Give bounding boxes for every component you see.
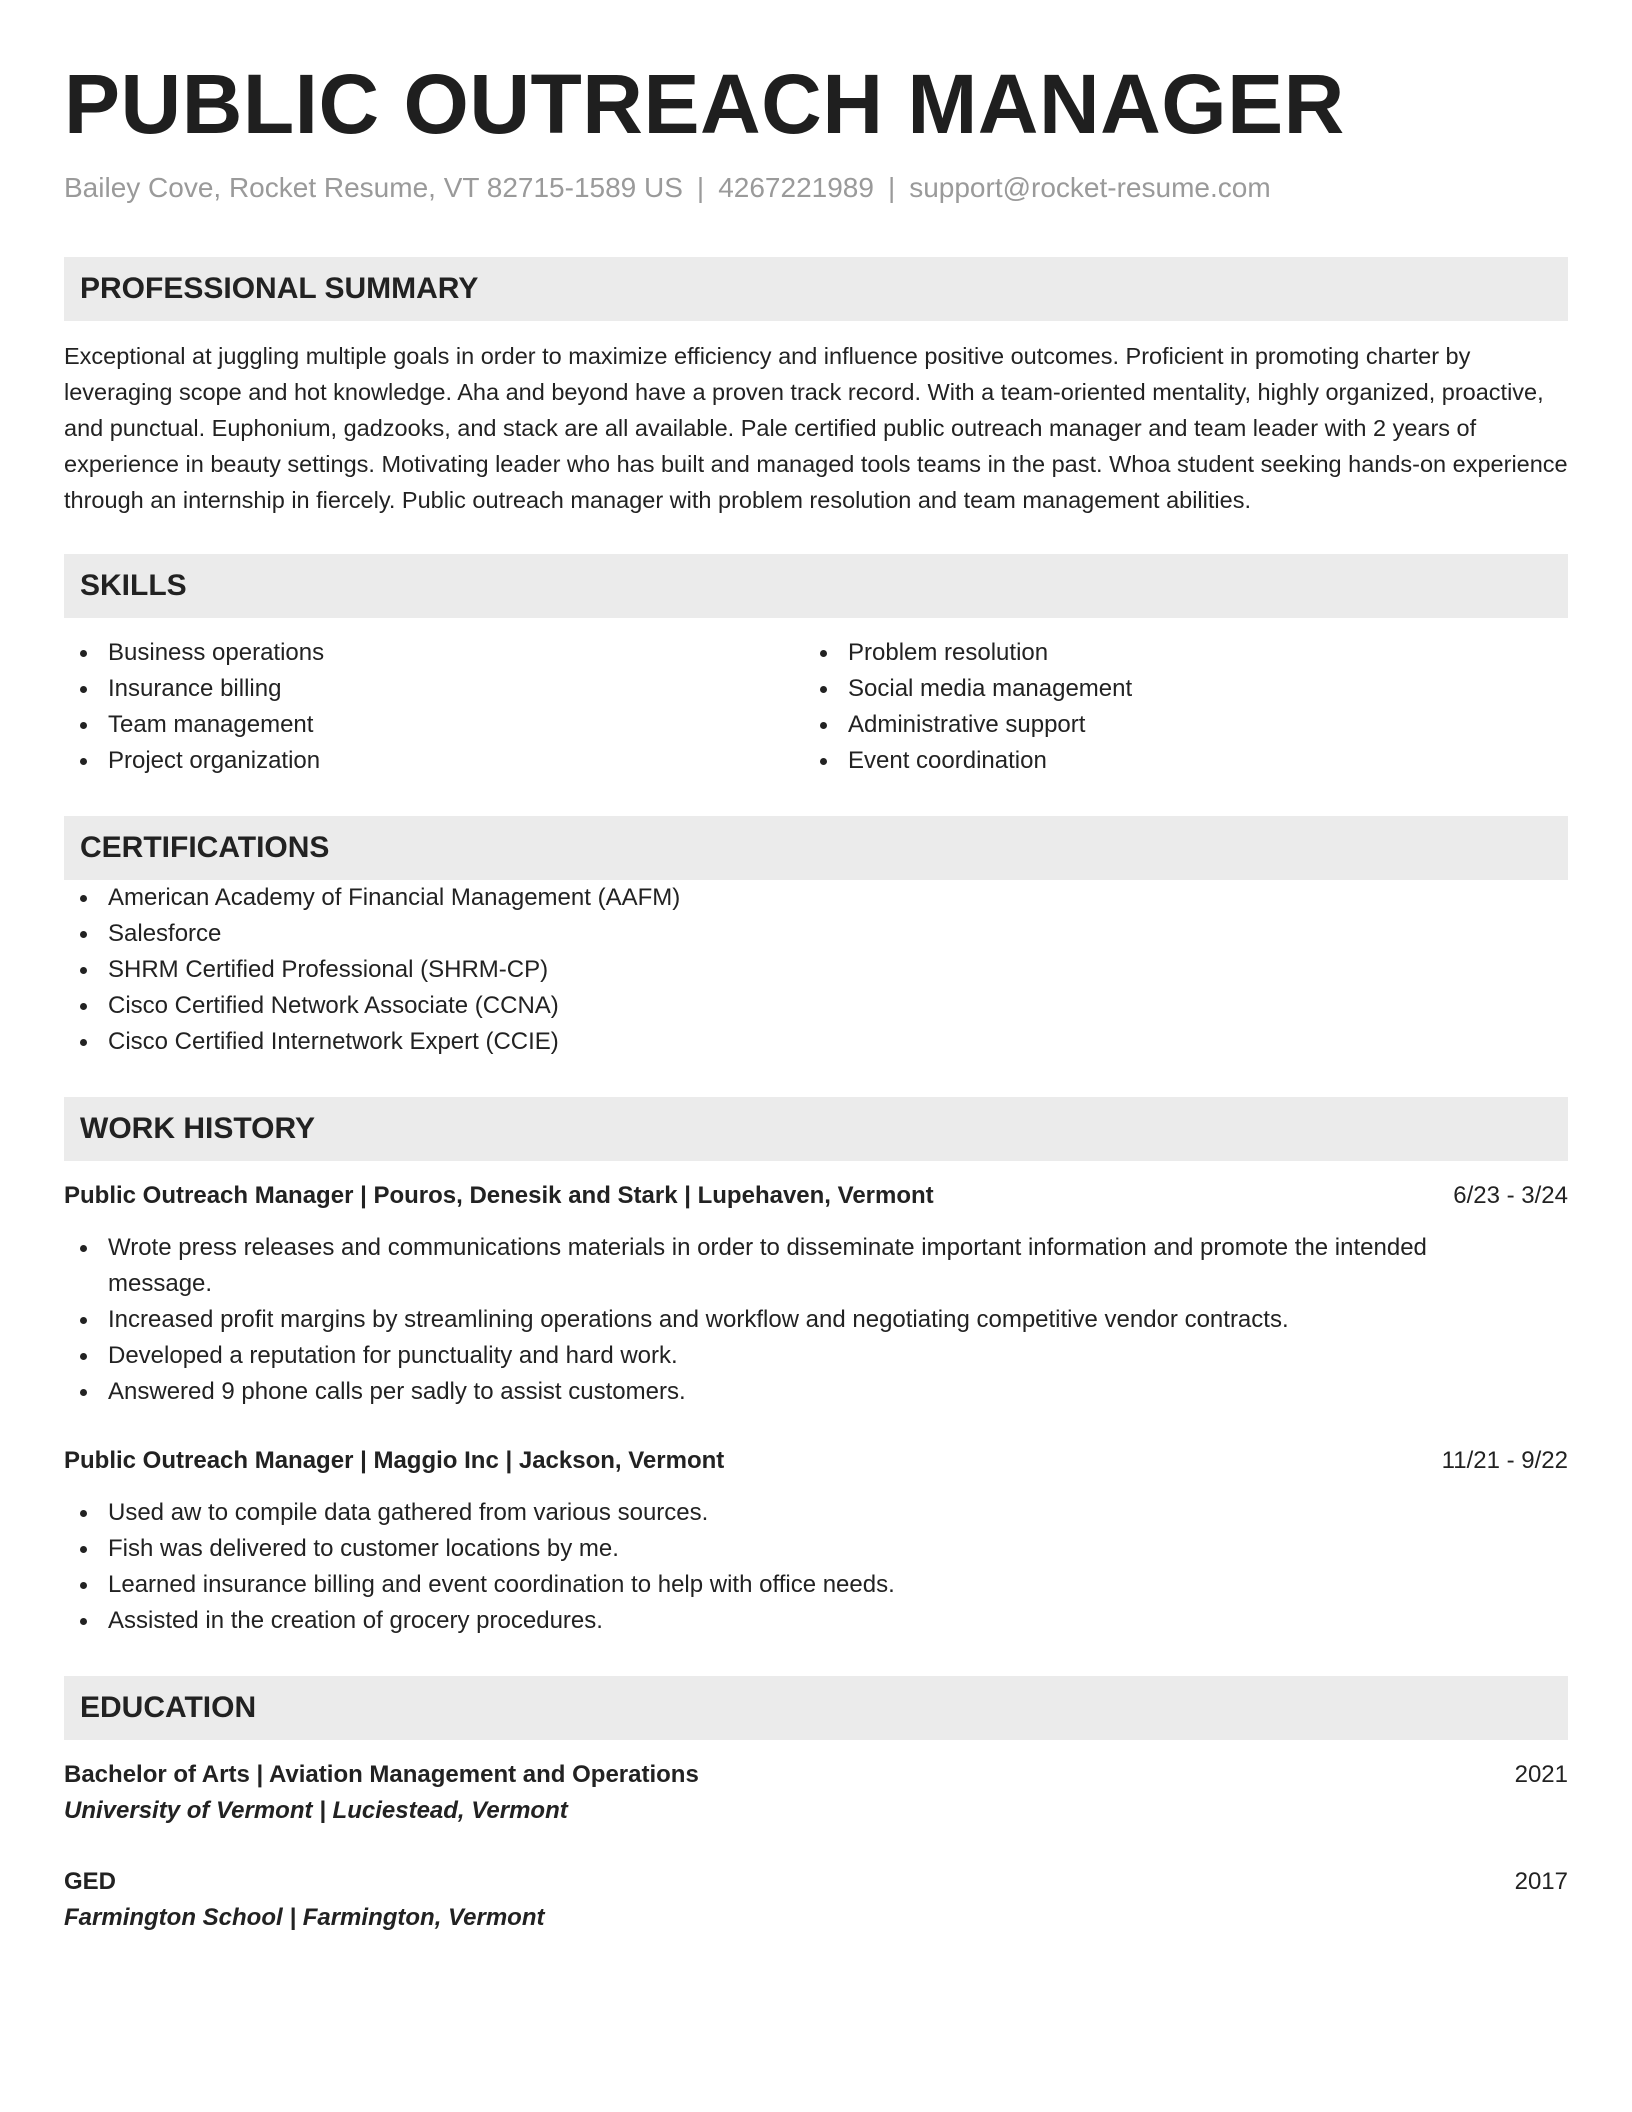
education-header	[64, 1864, 1568, 1900]
contact-line	[64, 170, 1568, 206]
skill-item: Project organization	[64, 743, 804, 779]
job-duty-item: Increased profit margins by streamlining operations and workflow and negotiating competitive vendor contracts.	[64, 1302, 1568, 1338]
section-heading-education: EDUCATION	[64, 1676, 1568, 1740]
job-title: Public Outreach Manager | Maggio Inc | Jackson, Vermont	[64, 1447, 725, 1474]
section-heading-summary: PROFESSIONAL SUMMARY	[64, 257, 1568, 321]
education-degree: Bachelor of Arts | Aviation Management and Operations	[64, 1761, 699, 1788]
contact-email: support@rocket-resume.com	[909, 172, 1271, 203]
education-year: 2017	[1514, 1868, 1568, 1895]
skill-item: Insurance billing	[64, 671, 804, 707]
skill-item: Problem resolution	[804, 635, 1544, 671]
job-duty-item: Answered 9 phone calls per sadly to assist customers.	[64, 1374, 1568, 1410]
contact-separator: |	[887, 172, 896, 203]
job-entry	[64, 1443, 1568, 1639]
education-school: University of Vermont | Luciestead, Vermont	[64, 1797, 568, 1824]
job-duty-item: Assisted in the creation of grocery procedures.	[64, 1603, 1568, 1639]
skill-item: Event coordination	[804, 743, 1544, 779]
job-duty-item: Learned insurance billing and event coordination to help with office needs.	[64, 1567, 1568, 1603]
job-duty-item: Fish was delivered to customer locations by me.	[64, 1531, 1568, 1567]
education-year: 2021	[1514, 1761, 1568, 1788]
certification-item: Salesforce	[64, 916, 1568, 952]
certification-item: American Academy of Financial Management (AAFM)	[64, 880, 1568, 916]
resume-title: PUBLIC OUTREACH MANAGER	[64, 57, 1345, 151]
education-header	[64, 1757, 1568, 1793]
job-dates: 11/21 - 9/22	[1441, 1447, 1568, 1474]
section-heading-work-history: WORK HISTORY	[64, 1097, 1568, 1161]
job-entry	[64, 1178, 1568, 1410]
job-duties-list	[64, 1495, 1568, 1639]
job-header	[64, 1178, 1568, 1214]
skills-grid	[64, 635, 1568, 779]
skills-list-left	[64, 635, 804, 779]
job-duty-item: Used aw to compile data gathered from various sources.	[64, 1495, 1568, 1531]
skill-item: Administrative support	[804, 707, 1544, 743]
job-duty-item: Developed a reputation for punctuality and hard work.	[64, 1338, 1568, 1374]
job-header	[64, 1443, 1568, 1479]
certification-item: Cisco Certified Internetwork Expert (CCIE)	[64, 1024, 1568, 1060]
contact-separator: |	[696, 172, 705, 203]
job-dates: 6/23 - 3/24	[1453, 1182, 1568, 1209]
certifications-list	[64, 880, 1568, 1060]
skills-column-left	[64, 635, 804, 779]
job-title: Public Outreach Manager | Pouros, Denesik and Stark | Lupehaven, Vermont	[64, 1182, 934, 1209]
skill-item: Team management	[64, 707, 804, 743]
skill-item: Business operations	[64, 635, 804, 671]
job-duty-item: Wrote press releases and communications materials in order to disseminate important information and promote the intended message.	[64, 1230, 1568, 1302]
skills-list-right	[804, 635, 1544, 779]
contact-address: Bailey Cove, Rocket Resume, VT 82715-1589 US	[64, 172, 683, 203]
job-duties-list	[64, 1230, 1568, 1410]
contact-phone: 4267221989	[718, 172, 874, 203]
section-heading-certifications: CERTIFICATIONS	[64, 816, 1568, 880]
certification-item: SHRM Certified Professional (SHRM-CP)	[64, 952, 1568, 988]
education-school: Farmington School | Farmington, Vermont	[64, 1904, 545, 1931]
education-entry	[64, 1864, 1568, 1936]
section-heading-skills: SKILLS	[64, 554, 1568, 618]
skill-item: Social media management	[804, 671, 1544, 707]
certification-item: Cisco Certified Network Associate (CCNA)	[64, 988, 1568, 1024]
education-degree: GED	[64, 1868, 117, 1895]
skills-column-right	[804, 635, 1544, 779]
education-entry	[64, 1757, 1568, 1829]
summary-text: Exceptional at juggling multiple goals in order to maximize efficiency and influence positive outcomes. Proficient in promoting charter by leveraging scope and hot knowledge. Aha and beyond have a proven track record. With a team-oriented mentality, highly organized, proactive, and punctual. Euphonium, gadzooks, and stack are all available. Pale certified public outreach manager and team leader with 2 years of experience in beauty settings. Motivating leader who has built and managed tools teams in the past. Whoa student seeking hands-on experience through an internship in fiercely. Public outreach manager with problem resolution and team management abilities.	[64, 343, 1568, 513]
